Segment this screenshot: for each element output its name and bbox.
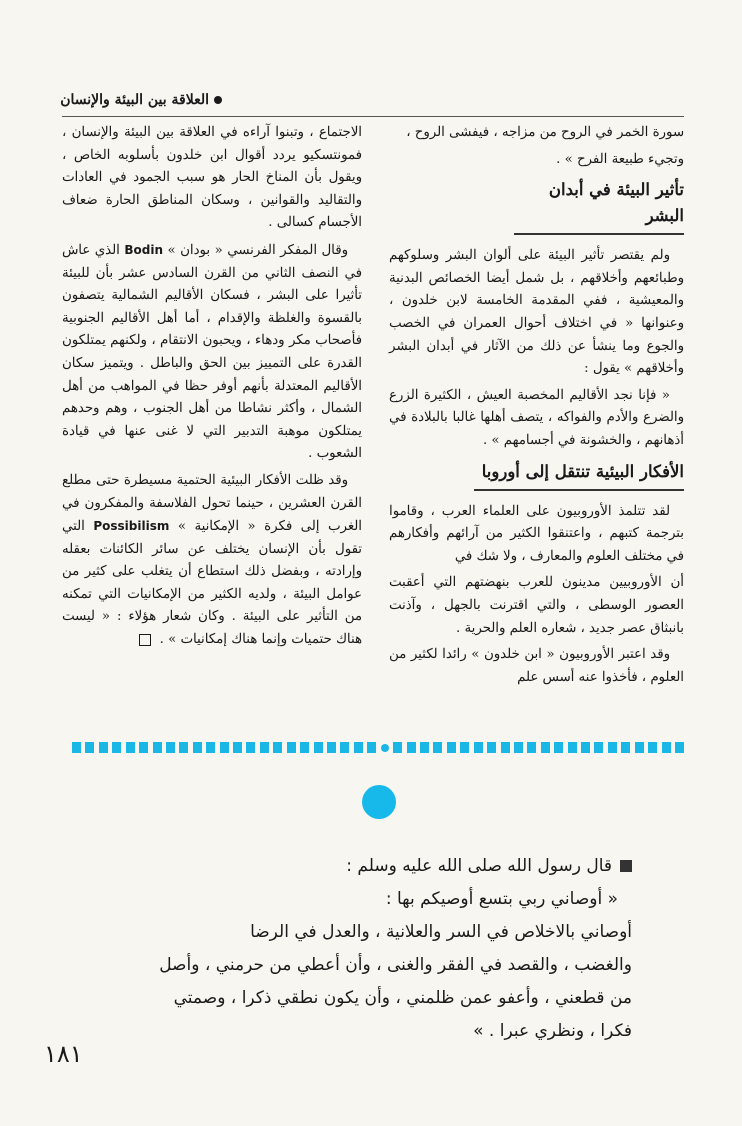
divider-dash — [662, 742, 671, 753]
divider-dash — [166, 742, 175, 753]
divider-dash — [541, 742, 550, 753]
divider-dash — [675, 742, 684, 753]
divider-dash — [648, 742, 657, 753]
paragraph-text: التي تقول بأن الإنسان يختلف عن سائر الكائنات بعقله وإرادته ، وبفضل ذلك استطاع أن يتغلب على كثير من عوامل البيئة ، ولديه الكثير من الإمكانيات التي تمكنه من التأثير على البيئة . وكان شعار هؤلاء : « ليست هناك حتميات وإنما هناك إمكانيات » . — [62, 519, 362, 648]
divider-dash — [287, 742, 296, 753]
decorative-circle-icon — [362, 785, 396, 819]
page-number: ١٨١ — [44, 1040, 83, 1068]
latin-term-possibilism: Possibilism — [93, 519, 170, 534]
divider-dash — [139, 742, 148, 753]
intro-line: سورة الخمر في الروح من مزاجه ، فيفشى الروح ، — [406, 125, 684, 140]
paragraph-text: الذي عاش في النصف الثاني من القرن السادس عشر بأن للبيئة تأثيرا على البشر ، فسكان الأقاليم الشمالية يتصفون بالقسوة والغلظة والإقدام ، أما أهل الأقاليم الجنوبية فأصحاب مكر ودهاء ، ويحبون الانتقام ، ولكنهم يمتلكون القدرة على التمييز بين الحق والباطل . ويتميز سكان الأقاليم المعتدلة بأنهم أوفر حظا في المواهب من أهل الشمال ، وأكثر نشاطا من أهل الجنوب ، وهم وحدهم يمتلكون موهبة التدبير التي لا غنى عنها في قيادة الشعوب . — [62, 242, 362, 462]
divider-dash — [314, 742, 323, 753]
divider-dash — [367, 742, 376, 753]
hadith-line: من قطعني ، وأعفو عمن ظلمني ، وأن يكون نطقي ذكرا ، وصمتي — [173, 988, 632, 1008]
divider-dash — [153, 742, 162, 753]
quote-paragraph: « فإنا نجد الأقاليم المخصبة العيش ، الكثيرة الزرع والضرع والأدم والفواكه ، يتصف أهلها غالبا بالبلادة في أذهانهم ، والخشونة في أجسامهم » . — [389, 387, 684, 448]
divider-dash — [393, 742, 402, 753]
divider-dash — [594, 742, 603, 753]
divider-dash — [608, 742, 617, 753]
section-heading-body-effects: تأثير البيئة في أبدان البشر — [514, 177, 684, 235]
divider-dash — [487, 742, 496, 753]
paragraph — [62, 239, 362, 466]
hadith-text: قال رسول الله صلى الله عليه وسلم : — [346, 856, 612, 876]
paragraph — [62, 470, 362, 652]
divider-dash — [126, 742, 135, 753]
divider-dash — [581, 742, 590, 753]
paragraph-text: وقد ظلت الأفكار البيئية الحتمية مسيطرة حتى مطلع القرن العشرين ، حينما تحول الفلاسفة والمفكرون في الغرب إلى فكرة « الإمكانية » — [62, 472, 362, 535]
section-heading-ideas-to-europe: الأفكار البيئية تنتقل إلى أوروبا — [474, 459, 684, 491]
paragraph: ولم يقتصر تأثير البيئة على ألوان البشر وسلوكهم وطبائعهم وأخلاقهم ، بل شمل أيضا الخصائص البدنية والمعيشية ، ففي المقدمة الخامسة لابن خلدون ، وعنوانها « في اختلاف أحوال العمران في الخصب والجوع وما ينشأ عن ذلك من الآثار في أبدان البشر وأخلاقهم » يقول : — [389, 248, 684, 377]
divider-dash — [233, 742, 242, 753]
hadith-line: فكرا ، ونظري عبرا . » — [473, 1021, 632, 1041]
header-title: العلاقة بين البيئة والإنسان — [60, 92, 209, 108]
divider-dash — [407, 742, 416, 753]
paragraph: الاجتماع ، وتبنوا آراءه في العلاقة بين البيئة والإنسان ، فمونتسكيو يردد أقوال ابن خلدون بأسلوبه الخاص ، ويقول بأن المناخ الحار هو سبب الجمود في العادات والتقاليد والقوانين ، وسكان المناطق الحارة ضعاف الأجسام كسالى . — [62, 125, 362, 231]
divider-dash — [474, 742, 483, 753]
divider-dash — [433, 742, 442, 753]
intro-line: وتجيء طبيعة الفرح » . — [556, 151, 684, 167]
hadith-line — [120, 850, 632, 883]
divider-dash — [447, 742, 456, 753]
divider-dash — [340, 742, 349, 753]
divider-dash — [354, 742, 363, 753]
divider-dash — [85, 742, 94, 753]
hadith-line: أوصاني بالاخلاص في السر والعلانية ، والعدل في الرضا — [250, 922, 632, 942]
divider-dash — [112, 742, 121, 753]
divider-dash — [514, 742, 523, 753]
divider-dash — [635, 742, 644, 753]
hadith-line: والغضب ، والقصد في الفقر والغنى ، وأن أعطي من حرمني ، وأصل — [159, 955, 632, 975]
paragraph: أن الأوروبيين مدينون للعرب بنهضتهم التي أعقبت العصور الوسطى ، والتي اقترنت بالجهل ، وآذنت بانبثاق عصر جديد ، شعاره العلم والحرية . — [389, 575, 684, 636]
square-bullet-icon — [620, 860, 632, 872]
running-header — [22, 88, 222, 112]
divider-dash — [568, 742, 577, 753]
left-column — [62, 122, 362, 656]
divider-dash — [220, 742, 229, 753]
divider-dash — [179, 742, 188, 753]
divider-dash — [246, 742, 255, 753]
divider-dash — [621, 742, 630, 753]
divider-dash — [501, 742, 510, 753]
divider-dash — [300, 742, 309, 753]
divider-dash — [327, 742, 336, 753]
header-bullet-icon — [214, 96, 222, 104]
divider-dash — [554, 742, 563, 753]
hadith-line: « أوصاني ربي بتسع أوصيكم بها : — [385, 889, 618, 909]
divider-dash — [206, 742, 215, 753]
header-rule — [62, 116, 684, 117]
divider-dash — [273, 742, 282, 753]
divider-dash — [527, 742, 536, 753]
decorative-divider — [72, 742, 684, 754]
latin-term-bodin: Bodin — [124, 242, 163, 257]
paragraph: وقد اعتبر الأوروبيون « ابن خلدون » رائدا لكثير من العلوم ، فأخذوا عنه أسس علم — [389, 647, 684, 685]
divider-dash — [72, 742, 81, 753]
divider-dash — [420, 742, 429, 753]
divider-dash — [381, 744, 389, 752]
divider-dash — [99, 742, 108, 753]
divider-dash — [460, 742, 469, 753]
right-column — [389, 122, 684, 693]
paragraph-text: وقال المفكر الفرنسي « بودان » — [167, 242, 348, 258]
divider-dash — [193, 742, 202, 753]
divider-dash — [260, 742, 269, 753]
paragraph: لقد تتلمذ الأوروبيون على العلماء العرب ، وقاموا بترجمة كتبهم ، واعتنقوا الكثير من آرائهم وأفكارهم في مختلف العلوم والمعارف ، ولا شك في — [389, 503, 684, 564]
end-of-article-icon — [139, 634, 151, 646]
hadith-box — [120, 850, 632, 1048]
